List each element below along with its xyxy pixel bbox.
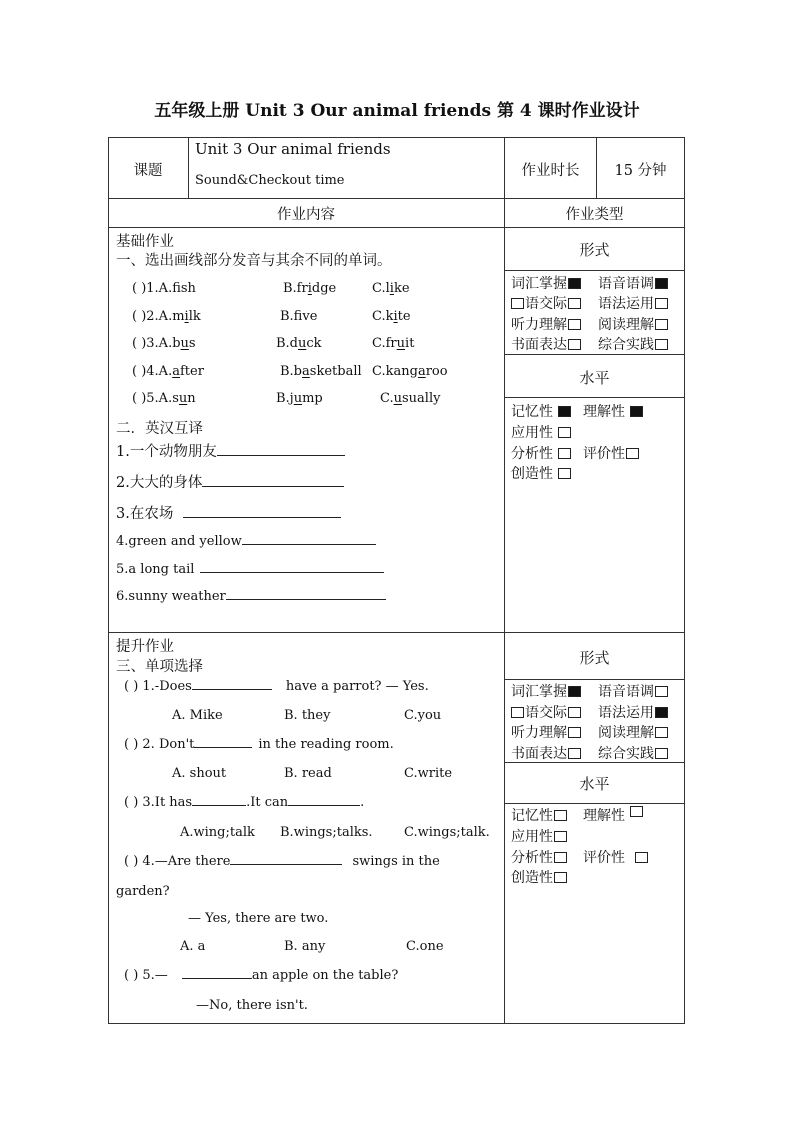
- checkbox-1-mark: [655, 686, 668, 697]
- type2-checkbox-5[interactable]: 阅读理解: [598, 722, 668, 742]
- basic-heading: 基础作业: [116, 234, 174, 250]
- part3-heading: 三、单项选择: [116, 659, 203, 675]
- level-2-mark: [558, 427, 571, 438]
- mc-q4-option-c: C.one: [406, 939, 444, 954]
- q1-row: ( )1.A.fsh: [132, 281, 196, 296]
- q2-option-c: C.kite: [372, 309, 411, 324]
- type-header: 作业类型: [565, 207, 624, 223]
- level-2-mark: [554, 831, 567, 842]
- checkbox-3-mark: [655, 707, 668, 718]
- page-title: 五年级上册 Unit 3 Our animal friends 第 4 课时作业设计: [154, 101, 640, 121]
- mc-q3: ( ) 3.It has .It can .: [124, 795, 365, 810]
- level-3-mark: [554, 852, 567, 863]
- type1-level-2[interactable]: 应用性: [511, 422, 571, 442]
- checkbox-5-mark: [655, 727, 668, 738]
- checkbox-3-mark: [655, 298, 668, 309]
- type2-checkbox-6[interactable]: 书面表达: [511, 743, 581, 763]
- type2-checkbox-3[interactable]: 语法运用: [598, 702, 668, 722]
- q1-option-c: C.like: [372, 281, 410, 296]
- mc-q1-option-a: A. Mike: [172, 708, 223, 723]
- level-4-mark: [626, 448, 639, 459]
- type1-checkbox-3[interactable]: 语法运用: [598, 293, 668, 313]
- topic-title: Unit 3 Our animal friends: [195, 140, 391, 158]
- translate-5: 5.a long tail: [116, 562, 384, 577]
- q5-row: ( )5.A.sun: [132, 391, 196, 406]
- mc-q1-option-b: B. they: [284, 708, 331, 723]
- type2-level-5[interactable]: 创造性: [511, 867, 567, 887]
- mc-q4-continuation: garden?: [116, 884, 170, 899]
- part1-heading: 一、选出画线部分发音与其余不同的单词。: [116, 253, 392, 269]
- mc-q2-option-b: B. read: [284, 766, 332, 781]
- type2-checkbox-1[interactable]: 语音语调: [598, 681, 668, 701]
- level-1-mark: [630, 806, 643, 817]
- type1-level-3[interactable]: 分析性: [511, 443, 571, 463]
- checkbox-2b-mark: [568, 707, 581, 718]
- type2-level-0[interactable]: 记忆性: [511, 805, 567, 825]
- checkbox-2-mark: [511, 298, 524, 309]
- mc-q2-option-c: C.write: [404, 766, 453, 781]
- translate-2: 2.大大的身体: [116, 471, 344, 492]
- mc-q5-answer: —No, there isn't.: [196, 998, 308, 1013]
- type1-form-label: 形式: [579, 241, 610, 259]
- type1-checkbox-0[interactable]: 词汇掌握: [511, 273, 581, 293]
- checkbox-4-mark: [568, 319, 581, 330]
- type2-level-4[interactable]: 评价性: [583, 847, 648, 867]
- mc-q3-option-a: A.wing;talk: [180, 825, 255, 840]
- mc-q2-option-a: A. shout: [172, 766, 227, 781]
- type1-level-4[interactable]: 评价性: [583, 443, 639, 463]
- q3-option-b: B.duck: [276, 336, 322, 351]
- type2-level-2[interactable]: 应用性: [511, 826, 567, 846]
- type2-checkbox-4[interactable]: 听力理解: [511, 722, 581, 742]
- level-5-mark: [558, 468, 571, 479]
- type2-checkbox-0[interactable]: 词汇掌握: [511, 681, 581, 701]
- duration-value: 15 分钟: [614, 163, 667, 179]
- part2-heading: 二．英汉互译: [116, 421, 203, 437]
- mc-q3-option-b: B.wings;talks.: [280, 825, 373, 840]
- checkbox-6-mark: [568, 748, 581, 759]
- checkbox-2-mark: [511, 707, 524, 718]
- checkbox-2b-mark: [568, 298, 581, 309]
- level-3-mark: [558, 448, 571, 459]
- translate-4: 4.green and yellow: [116, 534, 376, 549]
- checkbox-5-mark: [655, 319, 668, 330]
- level-0-mark: [554, 810, 567, 821]
- level-5-mark: [554, 872, 567, 883]
- mc-q1: ( ) 1.-Does have a parrot? — Yes.: [124, 679, 429, 694]
- topic-subtitle: Sound&Checkout time: [195, 173, 345, 188]
- type1-checkbox-7[interactable]: 综合实践: [598, 334, 668, 354]
- mc-q4-option-a: A. a: [180, 939, 206, 954]
- mc-q4-option-b: B. any: [284, 939, 326, 954]
- level-0-mark: [558, 406, 571, 417]
- type1-checkbox-4[interactable]: 听力理解: [511, 314, 581, 334]
- checkbox-6-mark: [568, 339, 581, 350]
- mc-q4: ( ) 4.—Are there swings in the: [124, 854, 440, 869]
- translate-6: 6.sunny weather: [116, 589, 386, 604]
- mc-q2: ( ) 2. Don't in the reading room.: [124, 737, 394, 752]
- content-header: 作业内容: [277, 207, 335, 223]
- type2-level-label: 水平: [579, 775, 610, 793]
- checkbox-0-mark: [568, 686, 581, 697]
- q2-row: ( )2.A.milk: [132, 309, 201, 324]
- type2-level-3[interactable]: 分析性: [511, 847, 567, 867]
- checkbox-4-mark: [568, 727, 581, 738]
- type1-level-0[interactable]: 记忆性: [511, 401, 571, 421]
- type1-level-1[interactable]: 理解性: [583, 401, 643, 421]
- q2-option-b: B.fve: [280, 309, 318, 324]
- topic-label: 课题: [133, 163, 163, 179]
- q3-option-c: C.fruit: [372, 336, 415, 351]
- q5-option-b: B.jump: [276, 391, 323, 406]
- q4-option-b: B.basketball: [280, 364, 362, 379]
- translate-3: 3.在农场: [116, 502, 341, 523]
- q5-option-c: C.usually: [380, 391, 441, 406]
- type2-level-1[interactable]: 理解性: [583, 805, 643, 825]
- type1-level-label: 水平: [579, 369, 610, 387]
- checkbox-7-mark: [655, 339, 668, 350]
- level-4-mark: [635, 852, 648, 863]
- level-1-mark: [630, 406, 643, 417]
- type1-level-5[interactable]: 创造性: [511, 463, 571, 483]
- duration-label: 作业时长: [521, 163, 580, 179]
- q4-option-c: C.kangaroo: [372, 364, 448, 379]
- q4-row: ( )4.A.after: [132, 364, 204, 379]
- type1-checkbox-2[interactable]: 语交际: [511, 293, 581, 313]
- type1-checkbox-5[interactable]: 阅读理解: [598, 314, 668, 334]
- checkbox-1-mark: [655, 278, 668, 289]
- type1-checkbox-6[interactable]: 书面表达: [511, 334, 581, 354]
- checkbox-7-mark: [655, 748, 668, 759]
- advanced-heading: 提升作业: [116, 639, 174, 655]
- type2-checkbox-7[interactable]: 综合实践: [598, 743, 668, 763]
- mc-q1-option-c: C.you: [404, 708, 442, 723]
- checkbox-0-mark: [568, 278, 581, 289]
- type2-form-label: 形式: [579, 649, 610, 667]
- q1-option-b: B.fridge: [283, 281, 337, 296]
- mc-q4-answer: — Yes, there are two.: [188, 911, 329, 926]
- mc-q3-option-c: C.wings;talk.: [404, 825, 490, 840]
- mc-q5: ( ) 5.— an apple on the table?: [124, 968, 399, 983]
- translate-1: 1.一个动物朋友: [116, 440, 345, 461]
- q3-row: ( )3.A.bus: [132, 336, 196, 351]
- type2-checkbox-2[interactable]: 语交际: [511, 702, 581, 722]
- type1-checkbox-1[interactable]: 语音语调: [598, 273, 668, 293]
